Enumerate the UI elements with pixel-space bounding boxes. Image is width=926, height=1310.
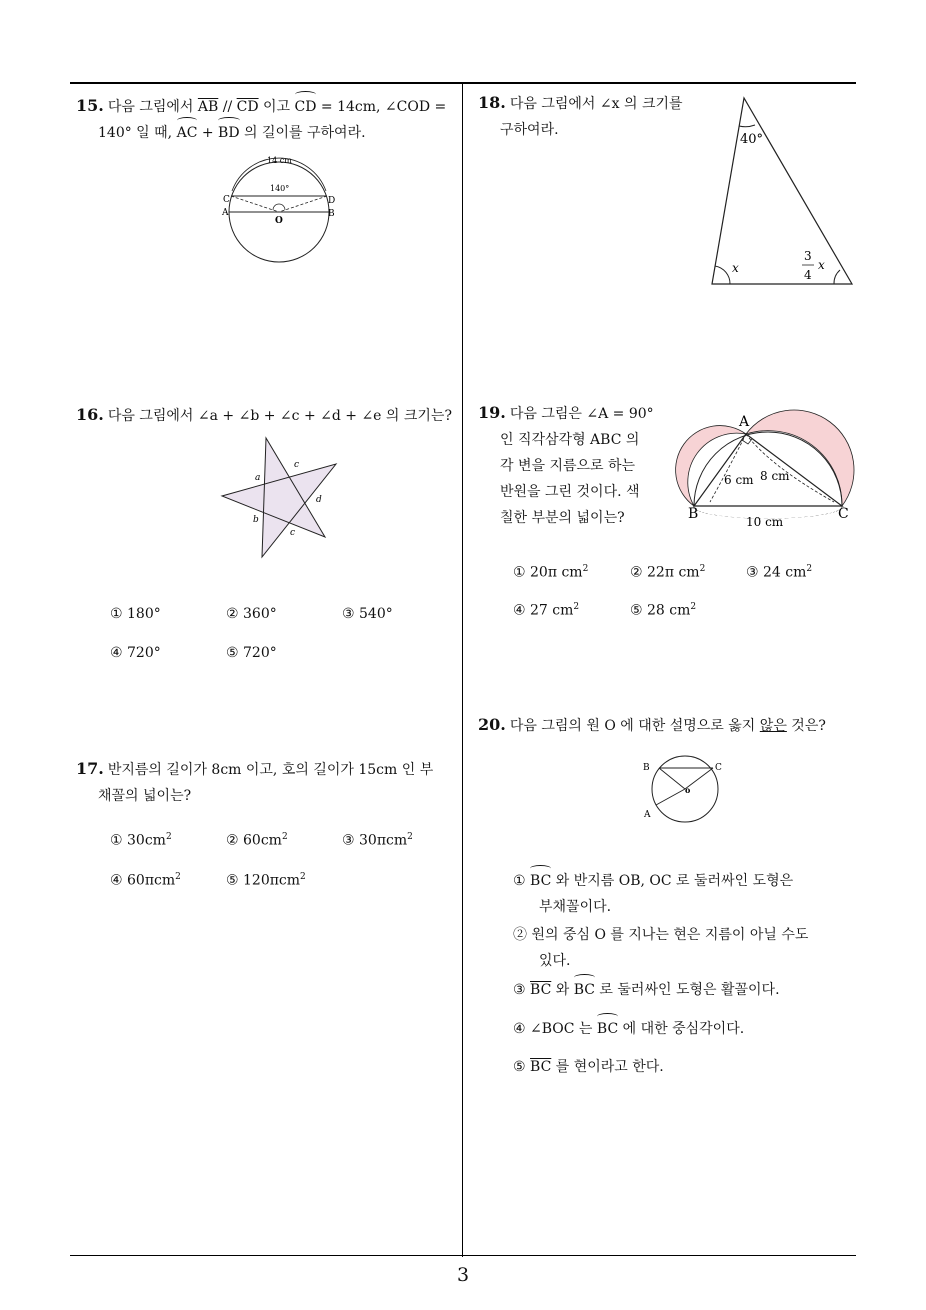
q16-label-c-bottom: c: [290, 528, 296, 538]
q20-o3-text: 로 둘러싸인 도형은 활꼴이다.: [594, 982, 780, 998]
q15-label-d: D: [328, 196, 336, 206]
q19-option-1[interactable]: [513, 564, 588, 581]
q15-text2: 이고: [258, 99, 295, 115]
q17-option-3-text: ③ 30πcm: [342, 832, 408, 849]
q20-text2: 것은?: [786, 718, 826, 734]
q18-number: 18.: [478, 93, 506, 112]
q17-option-4[interactable]: [110, 872, 181, 889]
q20-o1-cont: 부채꼴이다.: [539, 899, 612, 915]
q20-text1: 다음 그림의 원 O 에 대한 설명으로 옳지: [509, 718, 760, 734]
q17-option-1[interactable]: [110, 832, 172, 849]
q17-option-3-sup: 2: [407, 832, 413, 842]
question-15: [76, 93, 458, 146]
q19-text5: 칠한 부분의 넓이는?: [500, 510, 625, 526]
q19-label-c: C: [838, 506, 849, 522]
q15-parallel: //: [218, 99, 237, 115]
q20-o5-text: 를 현이라고 한다.: [551, 1059, 664, 1075]
q17-option-2-sup: 2: [281, 832, 288, 842]
q20-o5-segment: $\overline{BC}$: [530, 1059, 552, 1075]
q20-o4-pre: ④ ∠BOC 는: [513, 1021, 597, 1037]
q19-option-3[interactable]: [746, 564, 812, 581]
q19-text3: 각 변을 지름으로 하는: [500, 458, 636, 474]
q15-number: 15.: [76, 96, 104, 115]
q16-star-figure: [218, 434, 340, 560]
q15-text5: 의 길이를 구하여라.: [239, 125, 366, 141]
q17-option-4-sup: 2: [175, 872, 181, 882]
q19-option-5-text: ⑤ 28 cm: [630, 602, 691, 619]
q20-option-5[interactable]: [513, 1054, 853, 1080]
q17-option-2-text: ② 60cm: [226, 832, 282, 849]
q18-triangle-figure: [706, 94, 858, 290]
q18-text1: 다음 그림에서 ∠x 의 크기를: [509, 96, 683, 112]
q19-number: 19.: [478, 403, 506, 422]
q20-o3-arc: BC: [574, 977, 595, 1003]
q15-arc-cd: CD: [295, 94, 317, 120]
q19-text4: 반원을 그린 것이다. 색: [500, 484, 640, 500]
q20-o1-text: 와 반지름 OB, OC 로 둘러싸인 도형은: [551, 873, 794, 889]
q16-label-c-top: c: [294, 460, 300, 470]
q15-line2: [76, 120, 458, 146]
q18-text2: 구하여라.: [500, 122, 559, 138]
q16-label-a: a: [255, 473, 261, 483]
q19-option-2[interactable]: [630, 564, 705, 581]
q19-label-bc: 10 cm: [746, 515, 784, 529]
q20-option-2[interactable]: [513, 922, 853, 974]
q19-option-2-sup: 2: [699, 564, 706, 574]
q19-label-a: A: [739, 414, 750, 430]
q19-option-4[interactable]: [513, 602, 579, 619]
q20-o3-segment: $\overline{BC}$: [530, 982, 552, 998]
q15-segment-ab: $\overline{AB}$: [197, 99, 219, 115]
q16-option-4[interactable]: ④ 720°: [110, 645, 161, 661]
q15-label-c: C: [223, 195, 230, 205]
q20-o3-mark: ③: [513, 982, 531, 998]
q19-option-5[interactable]: [630, 602, 696, 619]
q19-option-3-text: ③ 24 cm: [746, 564, 807, 581]
q16-option-5[interactable]: ⑤ 720°: [226, 645, 277, 661]
q15-text4: 140° 일 때,: [98, 125, 177, 141]
q15-label-a: A: [222, 208, 229, 218]
q18-label-x: x: [732, 261, 739, 275]
q17-line1: [76, 756, 460, 783]
q17-text1: 반지름의 길이가 8cm 이고, 호의 길이가 15cm 인 부: [107, 762, 434, 778]
q16-text: 다음 그림에서 ∠a + ∠b + ∠c + ∠d + ∠e 의 크기는?: [107, 408, 452, 424]
q15-plus: +: [197, 125, 219, 141]
q19-option-1-text: ① 20π cm: [513, 564, 583, 581]
q19-semicircles-figure: [674, 404, 860, 530]
top-rule: [70, 82, 856, 84]
q15-segment-cd: $\overline{CD}$: [236, 99, 259, 115]
q15-label-b: B: [328, 209, 335, 219]
q17-option-2[interactable]: [226, 832, 288, 849]
q16-label-d: d: [316, 495, 322, 505]
question-20: [478, 712, 858, 739]
q20-option-3[interactable]: [513, 977, 853, 1003]
page-number: 3: [456, 1264, 470, 1286]
q19-option-4-sup: 2: [573, 602, 580, 612]
q15-circle-figure: [215, 152, 345, 264]
bottom-rule: [70, 1255, 856, 1256]
column-divider: [462, 82, 463, 1257]
q16-number: 16.: [76, 405, 104, 424]
question-17: [76, 756, 460, 809]
q17-option-1-sup: 2: [165, 832, 172, 842]
q15-arc-bd: BD: [218, 120, 240, 146]
q20-o2-cont: 있다.: [539, 953, 571, 969]
q16-option-3[interactable]: ③ 540°: [342, 606, 393, 622]
q19-text2: 인 직각삼각형 ABC 의: [500, 432, 640, 448]
q20-o2-text: ② 원의 중심 O 를 지나는 현은 지름이 아닐 수도: [513, 927, 809, 943]
q18-label-rx: x: [818, 258, 825, 272]
question-18: [478, 90, 708, 143]
q20-option-1[interactable]: [513, 868, 853, 920]
q15-label-o: O: [275, 216, 283, 226]
q15-text3: = 14cm, ∠COD =: [316, 99, 447, 115]
q18-label-num: 3: [804, 249, 812, 263]
q17-option-3[interactable]: [342, 832, 413, 849]
q18-line1: [478, 90, 708, 117]
q19-option-4-text: ④ 27 cm: [513, 602, 574, 619]
q16-option-2[interactable]: ② 360°: [226, 606, 277, 622]
q19-text1: 다음 그림은 ∠A = 90°: [509, 406, 654, 422]
q17-option-5-sup: 2: [300, 872, 306, 882]
q20-o4-text: 에 대한 중심각이다.: [618, 1021, 745, 1037]
q19-label-ac: 8 cm: [760, 469, 790, 483]
q15-text: 다음 그림에서: [107, 99, 198, 115]
q20-circle-figure: [638, 752, 728, 824]
q20-o4-arc: BC: [597, 1016, 618, 1042]
q16-option-1[interactable]: ① 180°: [110, 606, 161, 622]
q19-option-3-sup: 2: [806, 564, 813, 574]
q20-label-o: o: [685, 785, 691, 795]
q15-arc-ac: AC: [177, 120, 198, 146]
q20-o3-mid: 와: [551, 982, 574, 998]
q20-underlined-word: 않은: [759, 718, 787, 734]
q19-option-5-sup: 2: [690, 602, 697, 612]
q20-option-1-line1: [513, 868, 853, 894]
q17-text2: 채꼴의 넓이는?: [98, 788, 192, 804]
q19-label-b: B: [688, 506, 699, 522]
q19-option-2-text: ② 22π cm: [630, 564, 700, 581]
q15-label-angle: 140°: [270, 184, 290, 193]
q20-o1-mark: ①: [513, 873, 531, 889]
q20-option-4[interactable]: [513, 1016, 853, 1042]
q20-o5-mark: ⑤: [513, 1059, 531, 1075]
q20-number: 20.: [478, 715, 506, 734]
q15-line1: [76, 93, 458, 120]
question-16: [76, 402, 458, 429]
q18-label-40: 40°: [740, 132, 764, 147]
q20-label-c: C: [715, 763, 722, 773]
q17-option-5-text: ⑤ 120πcm: [226, 872, 301, 889]
q20-label-a: A: [644, 810, 651, 820]
q17-option-1-text: ① 30cm: [110, 832, 166, 849]
q17-option-5[interactable]: [226, 872, 306, 889]
q17-number: 17.: [76, 759, 104, 778]
q16-label-b: b: [253, 515, 259, 525]
question-19: [478, 400, 668, 531]
q20-label-b: B: [643, 763, 650, 773]
q20-o1-arc: BC: [530, 868, 551, 894]
q15-label-arc: 14 cm: [267, 156, 292, 165]
q19-option-1-sup: 2: [582, 564, 589, 574]
q19-line1: [478, 400, 668, 427]
q18-label-den: 4: [804, 268, 812, 282]
q19-label-ab: 6 cm: [724, 473, 754, 487]
q17-option-4-text: ④ 60πcm: [110, 872, 176, 889]
